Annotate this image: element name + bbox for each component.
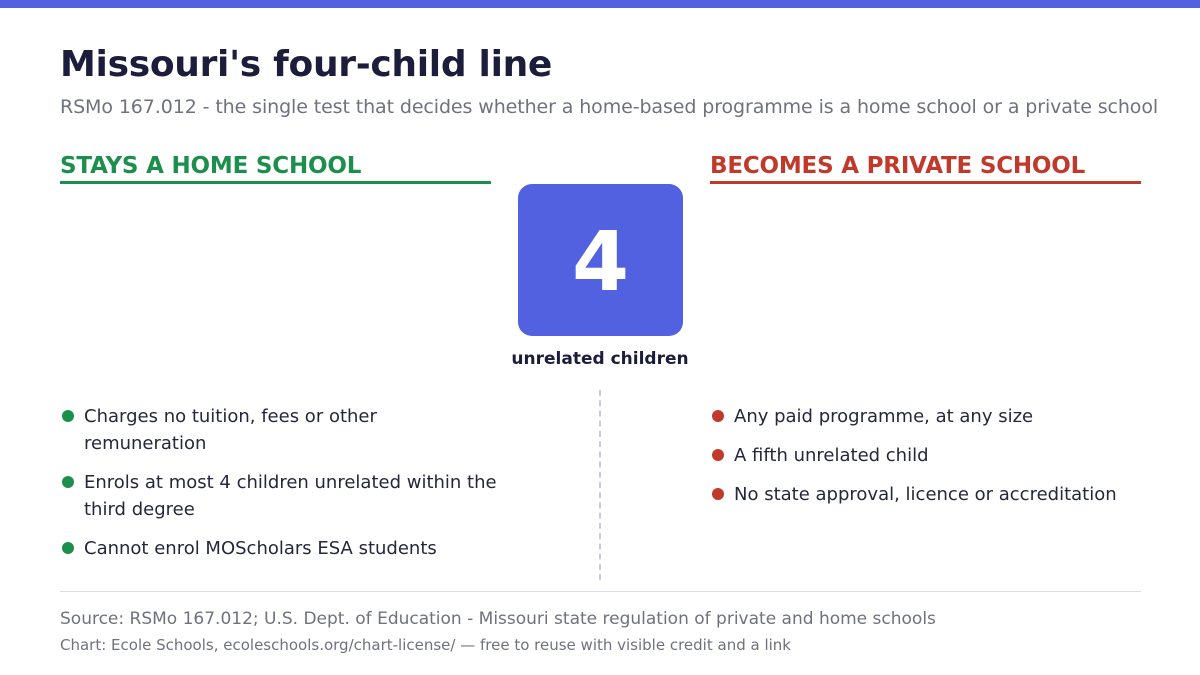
home-school-item (60, 535, 500, 562)
red-bullet-icon (712, 488, 724, 500)
private-school-heading: BECOMES A PRIVATE SCHOOL (710, 153, 1141, 184)
threshold-number: 4 (571, 215, 630, 310)
home-school-item (60, 403, 500, 457)
home-school-item (60, 469, 500, 523)
green-bullet-icon (62, 410, 74, 422)
home-school-list (60, 403, 500, 574)
red-bullet-icon (712, 449, 724, 461)
threshold-caption: unrelated children (511, 349, 689, 369)
private-school-item-text: Any paid programme, at any size (734, 406, 1034, 427)
green-bullet-icon (62, 542, 74, 554)
source-note: Source: RSMo 167.012; U.S. Dept. of Education - Missouri state regulation of private and home schools (60, 609, 936, 629)
footer-divider (60, 591, 1141, 592)
private-school-item (710, 442, 1140, 469)
page-subtitle: RSMo 167.012 - the single test that decides whether a home-based programme is a home school or a private school (60, 96, 1159, 118)
threshold-box (518, 184, 683, 336)
private-school-item-text: A fifth unrelated child (734, 445, 929, 466)
home-school-heading: STAYS A HOME SCHOOL (60, 153, 491, 184)
green-bullet-icon (62, 476, 74, 488)
column-divider (599, 390, 601, 580)
chart-credit: Chart: Ecole Schools, ecoleschools.org/chart-license/ — free to reuse with visible credit and a link (60, 636, 791, 654)
red-bullet-icon (712, 410, 724, 422)
private-school-list (710, 403, 1140, 520)
top-accent-bar (0, 0, 1200, 8)
page-title: Missouri's four-child line (60, 44, 553, 85)
home-school-item-text: Enrols at most 4 children unrelated within the third degree (84, 472, 497, 520)
private-school-item-text: No state approval, licence or accreditation (734, 484, 1117, 505)
home-school-item-text: Charges no tuition, fees or other remuneration (84, 406, 377, 454)
home-school-item-text: Cannot enrol MOScholars ESA students (84, 538, 437, 559)
private-school-item (710, 403, 1140, 430)
private-school-item (710, 481, 1140, 508)
